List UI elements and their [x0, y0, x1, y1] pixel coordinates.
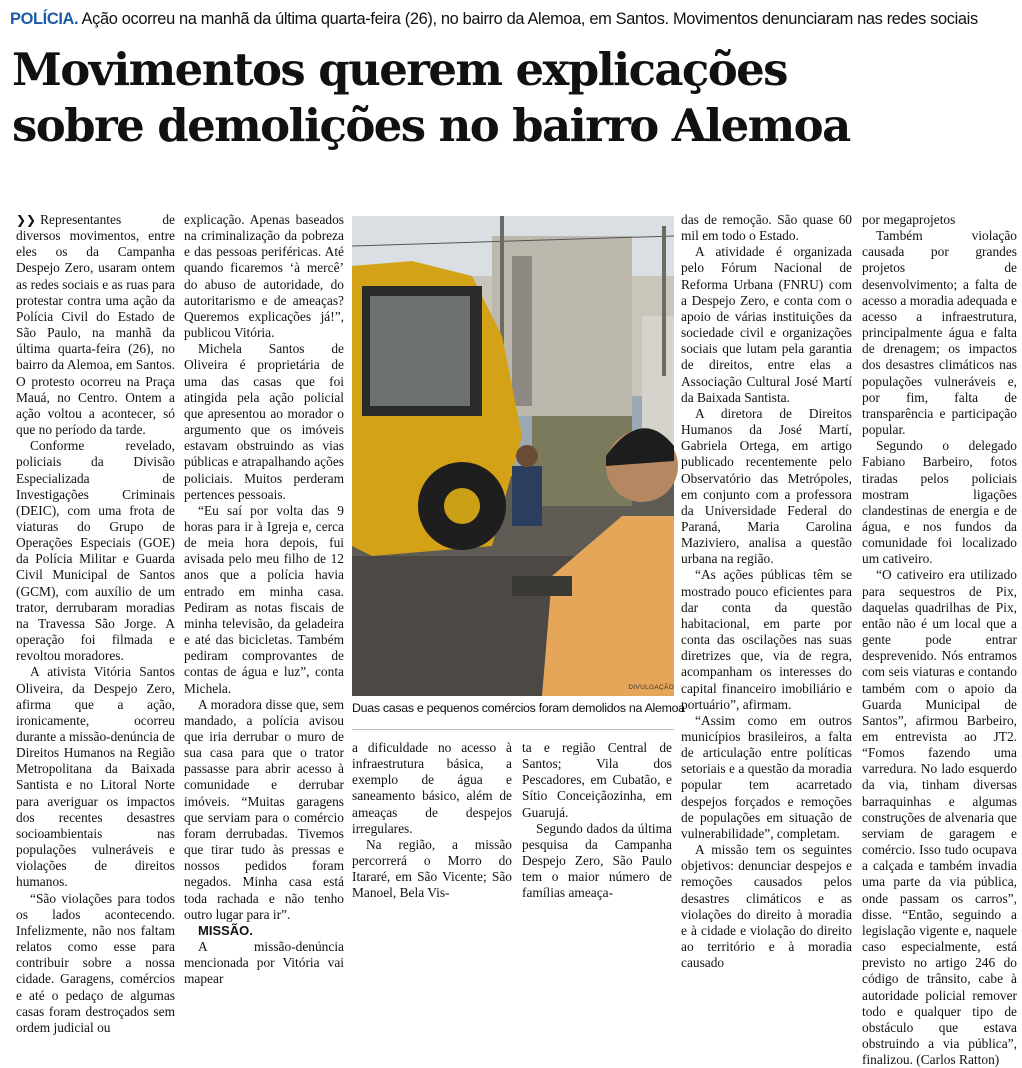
kicker-line [10, 6, 1015, 32]
photo-credit: DIVULGAÇÃO [628, 684, 674, 691]
paragraph: “Assim como em outros municípios brasileiros, a falta de articulação entre políticas setoriais e a questão da moradia popular tem acarretado despejos forçados e remoções de populações em situação de vulnerabilidade”, completam. [681, 712, 852, 841]
paragraph: das de remoção. São quase 60 mil em todo o Estado. [681, 212, 852, 244]
paragraph: A ativista Vitória Santos Oliveira, da Despejo Zero, afirma que a ação, ironicamente, ocorreu durante a missão-denúncia de Direitos Humanos na Região Metropolitana da Baixada Santista e no Litoral Norte para averiguar os impactos dos recentes desastres socioambientais nas populações vulneráveis e violações de direitos humanos. [16, 664, 175, 890]
paragraph: A missão tem os seguintes objetivos: denunciar despejos e remoções causados pelos desastres climáticos e as violações do direito à moradia e à cidade e violação do direito ao território e à moradia causado [681, 842, 852, 971]
paragraph: a dificuldade no acesso à infraestrutura básica, a exemplo de água e saneamento básico, além de ameaças de despejos irregulares. [352, 740, 512, 836]
paragraph: “O cativeiro era utilizado para sequestros de Pix, daquelas quadrilhas de Pix, então não é um local que a gente pode entrar desprevenido. Nós entramos com seis viaturas e contando também com o apoio da Guarda Municipal de Santos”, afirmou Barbeiro, em entrevista ao JT2. “Fomos fazendo uma varredura. No lado esquerdo da via, tinham diversas barraquinhas e algumas construções de alvenaria que serviam de garagem e comércio. Isso tudo ocupava a calçada e também invadia uma parte da via pública, onde passam os carros”, disse. “Então, seguindo a legislação vigente e, naquele caso especialmente, está previsto no artigo 246 do código de trânsito, cabe à autoridade policial remover todo e qualquer tipo de obstáculo que estava obstruindo a via pública”, finalizou. (Carlos Ratton) [862, 567, 1017, 1068]
caption-divider [352, 729, 674, 730]
paragraph: Também violação causada por grandes projetos de desenvolvimento; a falta de acesso a moradia adequada e acesso a infraestrutura, principalmente água e falta de drenagem; os impactos dos desastres climáticos nas populações vulneráveis e, por fim, falta de transparência e participação popular. [862, 228, 1017, 438]
paragraph: A diretora de Direitos Humanos da José Martí, Gabriela Ortega, em artigo publicado recentemente pelo Observatório das Metrópoles, em conjunto com a professora da Universidade Federal do Paraná, Maria Carolina Maziviero, analisa a questão urbana na região. [681, 405, 852, 567]
photo-caption: Duas casas e pequenos comércios foram demolidos na Alemoa [352, 701, 685, 715]
paragraph: A missão-denúncia mencionada por Vitória vai mapear [184, 939, 344, 987]
paragraph: ta e região Central de Santos; Vila dos Pescadores, em Cubatão, e Sítio Conceiçãozinha, em Guarujá. [522, 740, 672, 820]
kicker-text: Ação ocorreu na manhã da última quarta-feira (26), no bairro da Alemoa, em Santos. Movimentos denunciaram nas redes sociais [81, 10, 978, 28]
paragraph: Na região, a missão percorrerá o Morro do Itararé, em São Vicente; São Manoel, Bela Vis- [352, 836, 512, 901]
article-column-1 [16, 212, 175, 1035]
paragraph: Segundo o delegado Fabiano Barbeiro, fotos tiradas pelos policiais mostram ligações clandestinas de energia e de água, e nos fundos da comunidade foi localizado um cativeiro. [862, 438, 1017, 567]
paragraph: “As ações públicas têm se mostrado pouco eficientes para dar conta da questão habitacional, em parte por conta das oscilações nas suas diretrizes que, via de regra, acompanham os interesses do capital financeiro imobiliário e portuário”, afirmam. [681, 567, 852, 712]
lead-arrow-icon: ❯❯ [16, 213, 37, 227]
article-column-3 [352, 740, 512, 901]
headline [12, 42, 1017, 154]
paragraph: Michela Santos de Oliveira é proprietária de uma das casas que foi atingida pela ação policial que apresentou ao morador o argumento que os imóveis estavam obstruindo as vias públicas e atrapalhando ações policiais. Muitos perderam pertences pessoais. [184, 341, 344, 502]
paragraph: A moradora disse que, sem mandado, a polícia avisou que iria derrubar o muro de sua casa para que o trator passasse para abrir acesso à comunidade e derrubar imóveis. “Muitas garagens que serviam para o comércio foram derrubadas. Tivemos que tirar tudo às pressas e nossos pedidos foram negados. Minha casa está toda rachada e não tenho outro lugar para ir”. [184, 696, 344, 922]
paragraph: A atividade é organizada pelo Fórum Nacional de Reforma Urbana (FNRU) com a Despejo Zero, e conta com o apoio de várias instituições da sociedade civil e organizações sociais que lutam pela garantia de direitos, entre elas a Associação Cultural José Martí da Baixada Santista. [681, 244, 852, 405]
article-photo [352, 216, 674, 696]
paragraph-text: Representantes de diversos movimentos, entre eles os da Campanha Despejo Zero, usaram ontem as redes sociais e as ruas para protestar contra uma ação da Polícia Civil do Estado de São Paulo, na manhã da última quarta-feira (26), no bairro da Alemoa, em Santos. O protesto ocorreu na Praça Mauá, no Centro. Ontem a ação voltou a acontecer, só que no período da tarde. [16, 212, 175, 438]
section-tag: POLÍCIA. [10, 10, 79, 28]
article-column-6 [862, 212, 1017, 1068]
paragraph: “Eu saí por volta das 9 horas para ir à Igreja e, cerca de meia hora depois, fui avisada pelo meu filho de 12 anos que a polícia havia entrado em minha casa. Pediram as notas fiscais de minha televisão, da geladeira e até das bicicletas. Também pediram comprovantes de contas de água e luz”, conta Michela. [184, 502, 344, 696]
paragraph: Conforme revelado, policiais da Divisão Especializada de Investigações Criminais (DEIC), com uma frota de viaturas do Grupo de Operações Especiais (GOE) da Polícia Militar e Guarda Civil Municipal de Santos (GCM), com auxílio de um trator, derrubaram moradias na Travessa São Jorge. A operação foi filmada e revoltou moradores. [16, 438, 175, 664]
paragraph: “São violações para todos os lados acontecendo. Infelizmente, não nos faltam relatos como esse para contribuir sobre a nossa cidade. Garagens, comércios e até o pedaço de algumas casas foram destroçados sem ordem judicial ou [16, 890, 175, 1035]
demolition-photo-illustration [352, 216, 674, 696]
paragraph [16, 212, 175, 438]
headline-line-1: Movimentos querem explicações [12, 43, 787, 96]
article-column-2 [184, 212, 344, 987]
article-column-4 [522, 740, 672, 901]
subhead: MISSÃO. [198, 922, 253, 938]
article-column-5 [681, 212, 852, 971]
headline-line-2: sobre demolições no bairro Alemoa [12, 99, 850, 152]
paragraph: por megaprojetos [862, 212, 956, 227]
paragraph: explicação. Apenas baseados na criminalização da pobreza e das pessoas periféricas. Até quando ficaremos ‘à mercê’ do abuso de autoridade, do autoritarismo e de ameaças? Queremos explicações já!”, publicou Vitória. [184, 212, 344, 341]
paragraph: Segundo dados da última pesquisa da Campanha Despejo Zero, São Paulo tem o maior número de famílias ameaça- [522, 820, 672, 901]
